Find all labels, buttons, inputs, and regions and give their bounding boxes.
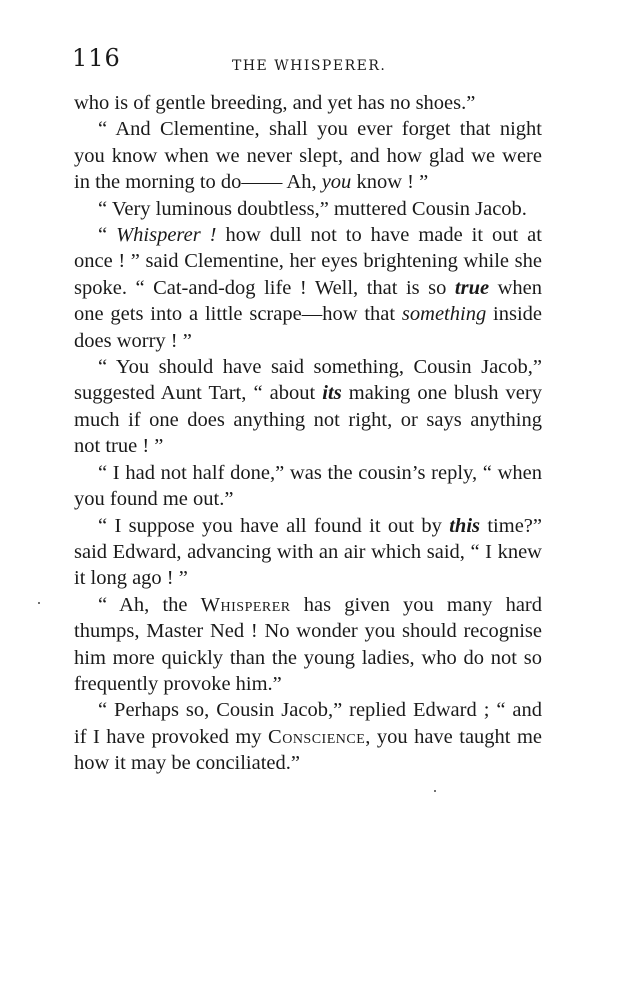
italic-text: something xyxy=(401,303,487,326)
text-run: making one blush very much if one does anything not right, or says anything not true ! ” xyxy=(74,382,542,458)
italic-text: you xyxy=(321,171,352,194)
text-run: “ Perhaps so, Cousin Jacob,” replied Edward ; “ and if I have provoked my xyxy=(74,699,542,748)
text-run: know ! ” xyxy=(351,171,429,194)
paper-speck xyxy=(38,602,40,604)
text-run: who is of gentle breeding, and yet has no shoes.” xyxy=(74,92,476,114)
paragraph xyxy=(74,513,542,592)
running-head: THE WHISPERER. xyxy=(232,58,387,74)
italic-text: Whisperer ! xyxy=(116,224,217,247)
paragraph xyxy=(74,460,542,513)
text-run: “ And Clementine, shall you ever forget that night you know when we never slept, and how glad we were in the morning to do—— Ah, xyxy=(74,118,542,194)
text-run: “ You should have said something, Cousin Jacob,” suggested Aunt Tart, “ about xyxy=(74,356,542,405)
emphasis-text: its xyxy=(322,382,342,405)
paragraph xyxy=(74,697,542,776)
text-run: “ I had not half done,” was the cousin’s reply, “ when you found me out.” xyxy=(74,461,542,511)
text-run: “ xyxy=(98,224,117,247)
paragraph xyxy=(74,592,542,698)
paragraph xyxy=(74,116,542,195)
text-run: “ I suppose you have all found it out by xyxy=(98,514,450,537)
small-caps-text: Conscience xyxy=(268,725,366,748)
paper-speck xyxy=(434,790,436,792)
small-caps-text: Whisperer xyxy=(200,593,291,616)
text-run: “ Ah, the xyxy=(98,593,201,616)
emphasis-text: true xyxy=(454,276,490,299)
emphasis-text: this xyxy=(449,514,481,537)
body-text xyxy=(74,90,542,777)
text-run: inside does worry ! ” xyxy=(74,303,543,352)
paragraph xyxy=(74,222,542,354)
text-run: time?” said Edward, advancing with an air which said, “ I knew it long ago ! ” xyxy=(74,514,542,590)
text-run: , you have taught me how it may be conciliated.” xyxy=(74,725,543,775)
text-run: how dull not to have made it out at once ! ” said Clementine, her eyes brightening while she spoke. “ Cat-and-dog life ! Well, that is so xyxy=(74,224,542,299)
paragraph xyxy=(74,90,542,116)
paragraph xyxy=(74,354,542,460)
page-header xyxy=(72,44,552,80)
text-run: when one gets into a little scrape—how that xyxy=(74,276,542,326)
text-run: “ Very luminous doubtless,” muttered Cousin Jacob. xyxy=(98,197,527,220)
paragraph xyxy=(74,196,542,222)
text-run: has given you many hard thumps, Master Ned ! No wonder you should recognise him more quickly than the young ladies, who do not so frequently provoke him.” xyxy=(74,593,542,695)
page-number: 116 xyxy=(72,44,121,72)
